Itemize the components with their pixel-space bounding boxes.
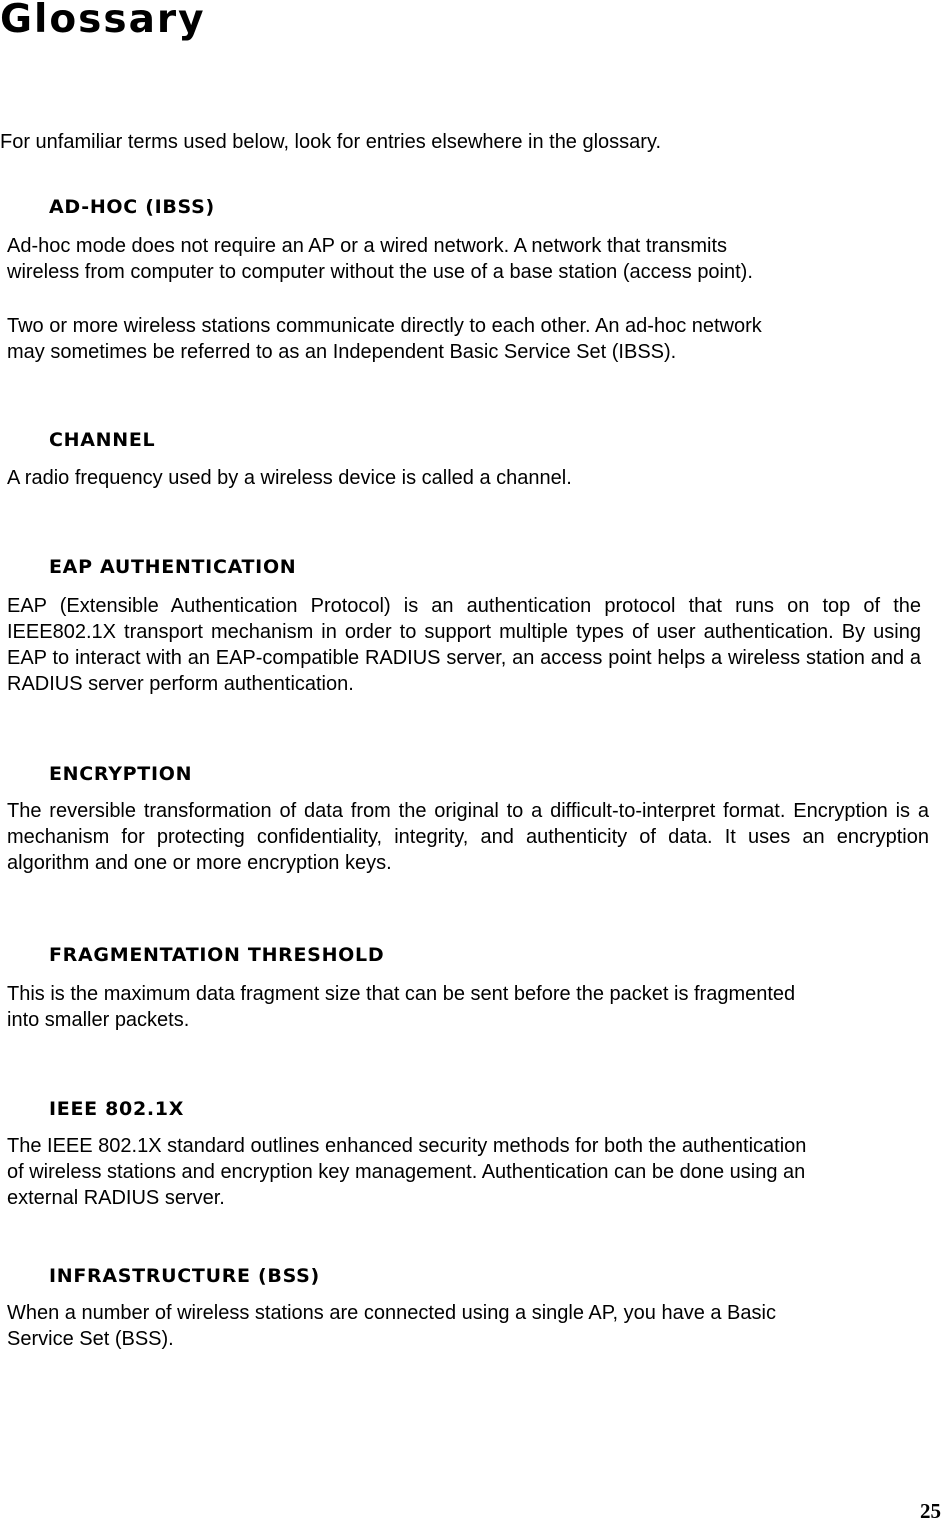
page-number: 25 bbox=[920, 1499, 941, 1523]
definition-fragmentation-threshold: This is the maximum data fragment size that can be sent before the packet is fragmented into smaller packets. bbox=[7, 983, 796, 1031]
glossary-term-ad-hoc: AD-HOC (IBSS) bbox=[49, 196, 215, 218]
glossary-term-eap-authentication: EAP AUTHENTICATION bbox=[49, 556, 297, 578]
glossary-term-channel: CHANNEL bbox=[49, 429, 156, 451]
glossary-term-fragmentation-threshold: FRAGMENTATION THRESHOLD bbox=[49, 944, 385, 966]
intro-text: For unfamiliar terms used below, look for entries elsewhere in the glossary. bbox=[0, 131, 662, 153]
definition-channel: A radio frequency used by a wireless device is called a channel. bbox=[7, 467, 572, 489]
page-title: Glossary bbox=[0, 0, 206, 42]
glossary-term-encryption: ENCRYPTION bbox=[49, 763, 193, 785]
definition-ad-hoc-paragraph-2: Two or more wireless stations communicate directly to each other. An ad-hoc network may sometimes be referred to as an Independent Basic Service Set (IBSS). bbox=[7, 315, 762, 363]
definition-eap-authentication: EAP (Extensible Authentication Protocol) is an authentication protocol that runs on top of the IEEE802.1X transport mechanism in order to support multiple types of user authentication. By using EAP to interact with an EAP-compatible RADIUS server, an access point helps a wireless station and a RADIUS server perform authentication. bbox=[7, 595, 921, 695]
definition-infrastructure-bss: When a number of wireless stations are connected using a single AP, you have a Basic Service Set (BSS). bbox=[7, 1302, 776, 1350]
glossary-term-infrastructure-bss: INFRASTRUCTURE (BSS) bbox=[49, 1265, 320, 1287]
definition-encryption: The reversible transformation of data from the original to a difficult-to-interpret format. Encryption is a mechanism for protecting confidentiality, integrity, and authenticity of data. It uses an encryption algorithm and one or more encryption keys. bbox=[7, 800, 929, 874]
glossary-term-ieee-802-1x: IEEE 802.1X bbox=[49, 1098, 185, 1120]
definition-ad-hoc-paragraph-1: Ad-hoc mode does not require an AP or a wired network. A network that transmits wireless from computer to computer without the use of a base station (access point). bbox=[7, 235, 753, 283]
definition-ieee-802-1x: The IEEE 802.1X standard outlines enhanced security methods for both the authentication of wireless stations and encryption key management. Authentication can be done using an external RADIUS server. bbox=[7, 1135, 807, 1209]
